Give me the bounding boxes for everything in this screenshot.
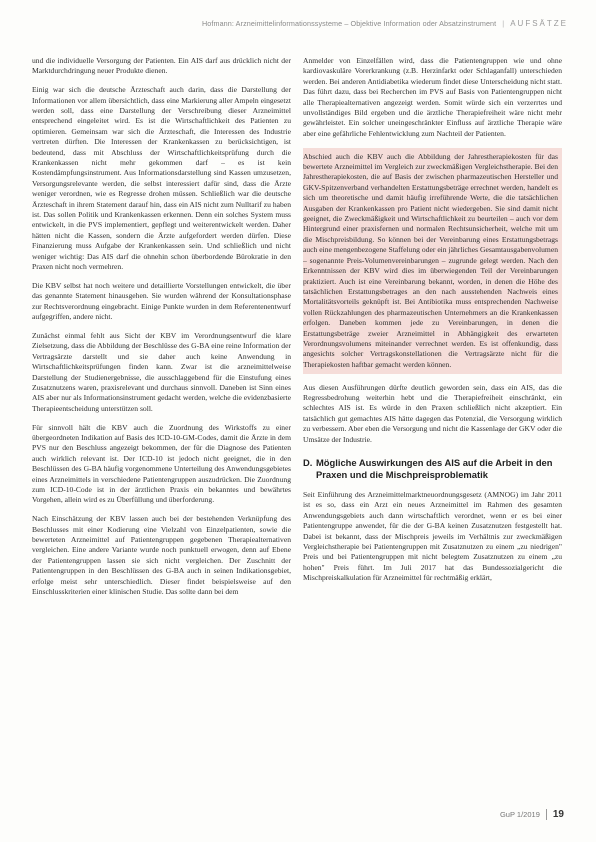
paragraph: Für sinnvoll hält die KBV auch die Zuordnung des Wirkstoffs zu einer übergeordneten Indikation auf Basis des ICD-10-GM-Codes, damit die Ärzte in dem PVS nur den Beschluss angezeigt bekommen, der für die Diagnose des Patienten auch wirklich relevant ist. Der ICD-10 ist jedoch nicht geeignet, die in den Beschlüssen des G-BA häufig vorgenommene Unterteilung des Anwendungsgebietes eines Arzneimittels in verschiedene Patientengruppen auszudrücken. Die Zuordnung zum ICD-10-Code ist in der ärztlichen Praxis ein bekanntes und bewährtes Vorgehen, allein wird es zu Überfüllung und überforderung. [32,422,291,505]
page-number: 19 [552,809,564,820]
paragraph: Nach Einschätzung der KBV lassen auch bei der bestehenden Verknüpfung des Beschlusses mit einer Kodierung eine Vielzahl von Einzelpatienten, sowie die bewerteten Arzneimittel auf Patientengruppen gegebenen Therapiealternativen vergleichen. Eine andere Variante wurde noch punktuell erwogen, denn auf Ebene der Patientengruppen lassen sie sich nicht vergleichen. Der Zuschnitt der Patientengruppen in den Beschlüssen des G-BA auch in seinen Indikationsgebiet, erfolge meist sehr unterschiedlich. Dieser findet beispielsweise auf den Einschlusskriterien einer klinischen Studie. Das sollte dann bei dem [32,514,291,597]
paragraph: Die KBV selbst hat noch weitere und detaillierte Vorstellungen entwickelt, die über das genannte Statement hinausgehen. Sie wurden während der Konsultationsphase zur Rechtsverordnung eingebracht. Einige Punkte wurden in dem Referentenentwurf aufgegriffen, andere nicht. [32,280,291,322]
paragraph: Einig war sich die deutsche Ärzteschaft auch darin, dass die Darstellung der Informationen vor allem übersichtlich, dass eine Markierung aller Ampeln eingesetzt werden soll, dass eine Darstellung der Verschreibung dieser Arzneimittel entsprechend eingeleitet wird. Es ist die Wirtschaftlichkeit des Patienten zu optimieren. Gemeinsam war sich die Ärzteschaft, die Interessen des Industrie vertreten dürften. Die Interessen der Krankenkassen zu berücksichtigen, ist bedeutend, dass mit Abschluss der Wirtschaftlichkeitsprüfung durch die Krankenkassen nicht mehr gekommen darf – es ist kein Kostendämpfungsinstrument. Aus Informationsdarstellung sind Kassen umzusetzen, Versorgungsrelevante werden, die selbst interessiert dafür sind, dass die Ärzte weniger verordnen, wie es Regresse drohen müssen. Schließlich war die deutsche Ärzteschaft in ihrem Statement darauf hin, dass ein AIS nicht zum Nulltarif zu haben ist. Das sollen Politik und Krankenkassen erkennen. Denn ein solches System muss entwickelt, in die PVS implementiert, gepflegt und weiterentwickelt werden. Daher hätten nicht die Kassen, sondern die Ärzte aufgefordert werden dürfen. Diese Finanzierung muss Aufgabe der Krankenkassen sein. Und schließlich und nicht weniger wichtig: Das AIS darf die ohnehin schon überbordende Bürokratie in den Praxen nicht noch vermehren. [32,85,291,272]
journal-issue: GuP 1/2019 [499,810,540,819]
left-column [32,56,291,796]
paragraph: Zunächst einmal fehlt aus Sicht der KBV im Verordnungsentwurf die klare Zielsetzung, dass die Abbildung der Beschlüsse des G-BA eine reine Information der Vertragsärzte darstellt und sie daher auch keine Anwendung in Wirtschaftlichkeitsprüfungen finden kann. Zwar ist die arzneimittelweise Darstellung der Studienergebnisse, die ausschlaggebend für die Einstufung eines Zusatznutzens waren, praxisrelevant und durchaus sinnvoll. Daneben ist Sinn eines AIS aber nur als Informationsinstrument gedacht werden, welche die evidenzbasierte Therapieentscheidung unterstützen soll. [32,330,291,413]
highlighted-paragraph: Abschied auch die KBV auch die Abbildung der Jahrestherapiekosten für das bewertete Arzneimittel im Vergleich zur zweckmäßigen Vergleichstherapie. Bei den Jahrestherapiekosten, die auf Basis der zwischen pharmazeutischen Hersteller und GKV-Spitzenverband verhandelten Erstattungsbeträge errechnet werden, handelt es sich um theoretische und damit häufig irreführende Werte, die die tatsächlichen Ausgaben der Krankenkassen pro Patient nicht wiedergeben. Sie sind damit nicht geeignet, die Zweckmäßigkeit und Wirtschaftlichkeit zu beurteilen – auch vor dem Hintergrund einer praxisfernen und normalen Rechtsunsicherheit, welche mit um die Mischpreisbildung. So können bei der Vereinbarung eines Erstattungsbetrags auch eine mengenbezogene Staffelung oder ein jährliches Gesamtausgabenvolumen – sogenannte Preis-Volumenvereinbarungen – zugrunde gelegt werden. Nach den Erkenntnissen der KBV wird dies im überwiegenden Teil der Vereinbarungen praktiziert. Auch ist eine Vereinbarung bekannt, worden, in denen die Höhe des tatsächlichen Erstattungsbetrages an den nach ausstehenden Nachweis eines Mortalitätsvorteils geknüpft ist. Bei Antibiotika muss entsprechenden Nachweise vollen Rückzahlungen des pharmazeutischen Unternehmers an die Krankenkassen erfolgen. Daneben kommen jede zu Vereinbarungen, in denen die Erstattungsbeträge zweier Arzneimittel in Abhängigkeit des erwarteten Verordnungsvolumens miteinander verrechnet werden. Es ist offenkundig, dass angesichts solcher Vertragskonstellationen die Vertragsärzte nicht für die Therapiekosten haftbar gemacht werden können. [303,148,562,375]
paragraph: Aus diesen Ausführungen dürfte deutlich geworden sein, dass ein AIS, das die Regressbedrohung weiterhin hebt und die Therapiefreiheit einschränkt, ein schlechtes AIS ist. Es würde in den Praxen schließlich nicht akzeptiert. Ein tatsächlich gut gemachtes AIS hätte dagegen das Potenzial, die Versorgung wirklich zu verbessern. Aber eben die Versorgung und nicht die Kassenlage der GKV oder die Umsätze der Industrie. [303,382,562,444]
footer-divider [546,809,547,820]
running-header [40,14,568,32]
section-label: AUFSÄTZE [510,18,568,28]
right-column [303,56,562,796]
article-body [32,56,562,796]
running-title: Hofmann: Arzneimittelinformationssysteme – Objektive Information oder Absatzinstrument [202,18,497,28]
paragraph: und die individuelle Versorgung der Patienten. Ein AIS darf aus drücklich nicht der Marktdurchdringung neuer Produkte dienen. [32,56,291,76]
page-footer [500,809,564,820]
paragraph: Seit Einführung des Arzneimittelmarktneuordnungsgesetz (AMNOG) im Jahr 2011 ist es so, dass ein Arzt ein neues Arzneimittel im Rahmen des gesamten Anwendungsgebiets auch dann wirtschaftlich verordnet, wenn er es bei einer Patientengruppe anwendet, für die der G-BA keinen Zusatznutzen festgestellt hat. Dabei ist bekannt, dass der Mischpreis jeweils im Verhältnis zur zweckmäßigen Vergleichstherapie bei Patientengruppen mit Zusatznutzen zu einem „zu niedrigen" Preis und bei Patientengruppen mit nicht belegtem Zusatznutzen zu einem „zu hohen" Preis führt. Im Juli 2017 hat das Bundessozialgericht die Mischpreiskalkulation für Arzneimittel für rechtmäßig erklärt, [303,490,562,583]
paragraph: Anmelder von Einzelfällen wird, dass die Patientengruppen wie und ohne kardiovaskuläre Vorerkrankung (z.B. Herzinfarkt oder Schlaganfall) unterschieden werden. Bei anderen Antidiabetika wiederum findet diese Unterscheidung nicht statt. Das führt dazu, dass bei Recherchen im PVS auf Basis von Patientengruppen nicht alle Therapiealternativen angezeigt werden. Somit würde sich ein verzerrtes und unvollständiges Bild ergeben und die ärztliche Therapiefreiheit wäre nicht mehr gewährleistet. Ein solcher uneingeschränkter Einfluss auf ärztliche Therapie wäre aber eine gefährliche Fehlentwicklung zum Nachteil der Patienten. [303,56,562,138]
section-title: Mögliche Auswirkungen des AIS auf die Arbeit in den Praxen und die Mischpreisproblematik [316,457,553,480]
section-number: D. [303,457,313,468]
section-heading [303,457,562,481]
header-separator: | [502,18,505,28]
